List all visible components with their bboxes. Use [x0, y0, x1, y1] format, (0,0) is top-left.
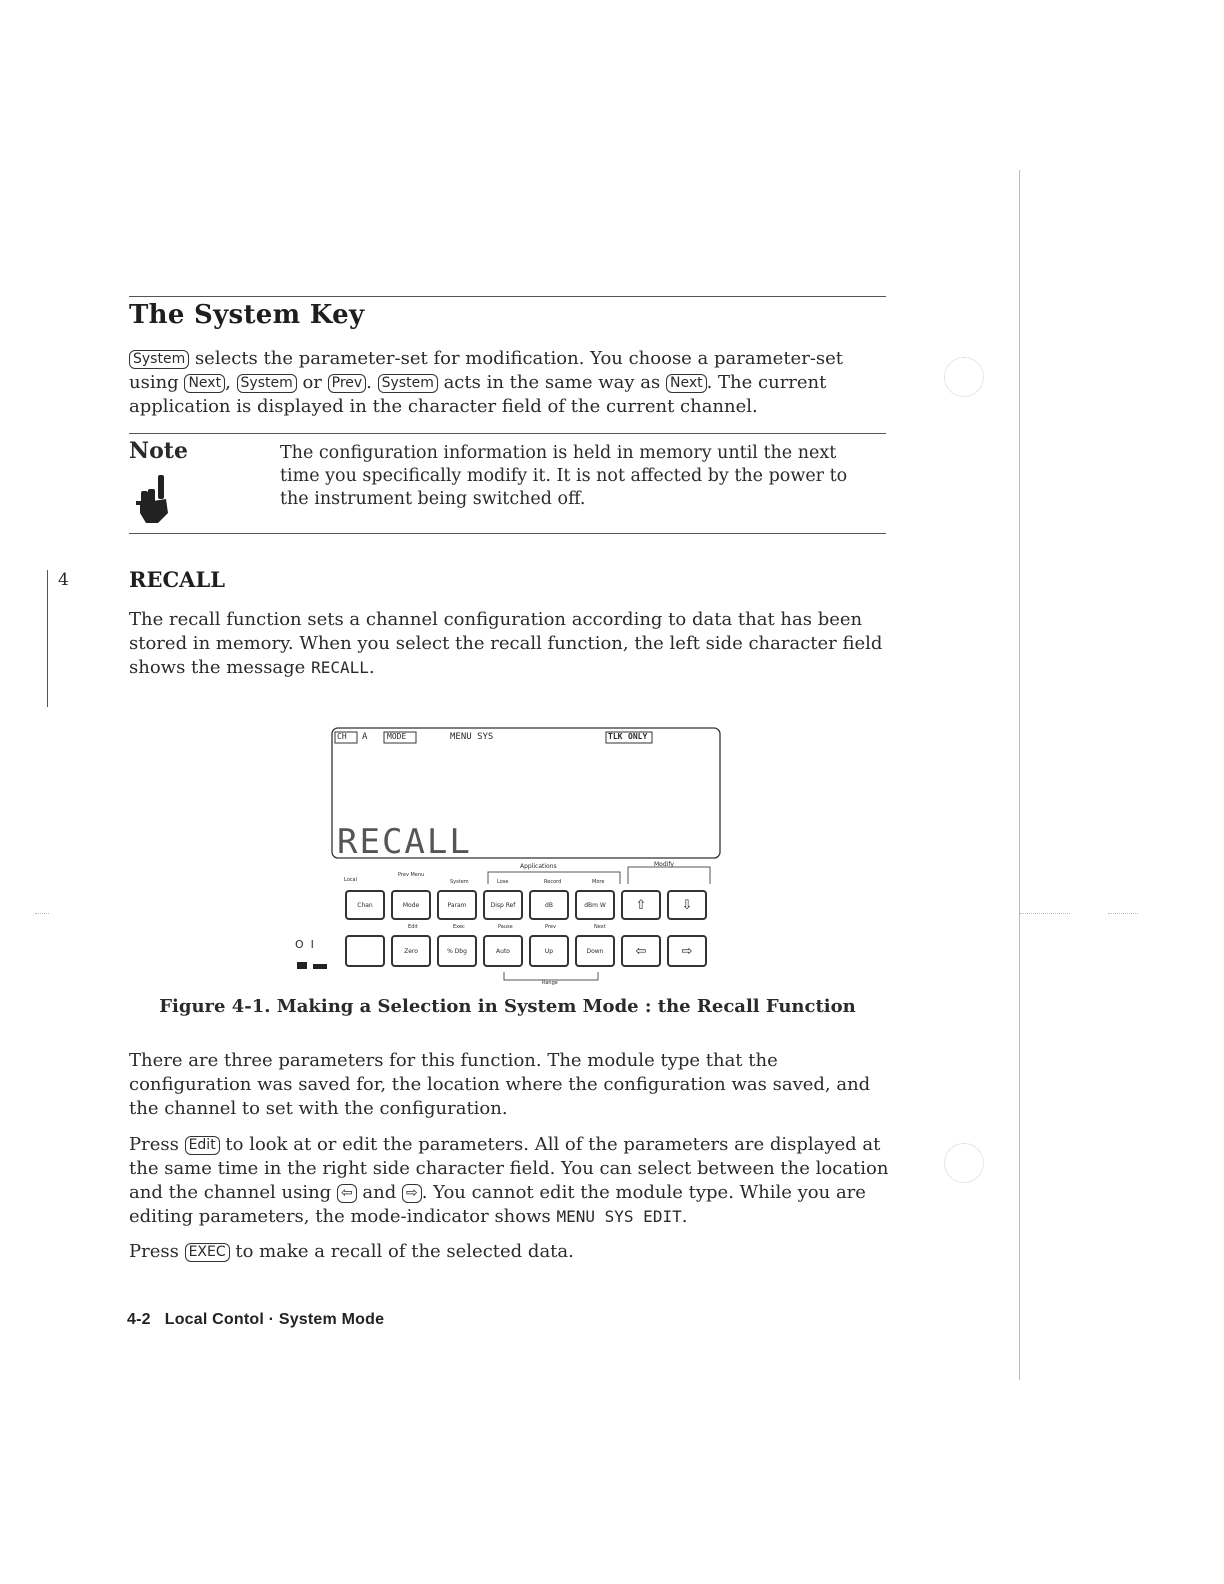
parameters-paragraph: There are three parameters for this function. The module type that the configuration was saved for, the location where the configuration was saved, and the channel to set with the configuration. — [129, 1050, 871, 1119]
edit-paragraph: Press Edit to look at or edit the parameters. All of the parameters are displayed at the same time in the right side character field. You can select between the location and the channel using ⇦ and ⇨ . You cannot edit the module type. While you are editing parameters, the mode-indicator shows MENU SYS EDIT. — [129, 1134, 889, 1227]
exec-key: EXEC — [185, 1243, 230, 1262]
note-text: The configuration information is held in memory until the next time you specifically modify it. It is not affected by the power to the instrument being switched off. — [280, 443, 848, 509]
right-arrow-key-ref: ⇨ — [402, 1184, 422, 1203]
power-switch-symbols: O I — [295, 938, 314, 951]
key-label: Pause — [498, 924, 513, 930]
down-arrow-key[interactable]: ⇩ — [667, 890, 707, 920]
section-top-rule — [129, 296, 886, 297]
channel-indicator: A — [362, 732, 368, 742]
key-label: Prev Menu — [398, 872, 425, 878]
change-bar — [47, 570, 48, 707]
left-arrow-key[interactable]: ⇦ — [621, 935, 661, 967]
panel-key[interactable]: Param — [437, 890, 477, 920]
scan-mark — [35, 913, 49, 914]
key-label: Edit — [408, 924, 418, 930]
exec-paragraph: Press EXEC to make a recall of the selected data. — [129, 1241, 574, 1262]
panel-key[interactable]: Disp Ref — [483, 890, 523, 920]
margin-marker: 4 — [58, 570, 69, 590]
scan-mark — [1020, 913, 1070, 914]
applications-group-label: Applications — [520, 863, 557, 870]
prev-key: Prev — [328, 374, 367, 393]
recall-code: RECALL — [311, 658, 369, 677]
key-label: Local — [344, 877, 357, 883]
system-key-intro: System selects the parameter-set for modification. You choose a parameter-set using Next , System or Prev . System acts in the same way as Next . The current application is displayed in the character field of the current channel. — [129, 348, 844, 417]
key-label: Lose — [497, 879, 509, 885]
note-top-rule — [129, 433, 886, 434]
recall-heading: RECALL — [129, 567, 225, 592]
key-label: Prev — [545, 924, 556, 930]
edit-key: Edit — [185, 1136, 220, 1155]
key-row-2 — [345, 935, 707, 967]
panel-key[interactable] — [345, 935, 385, 967]
key-label: Exec — [453, 924, 465, 930]
pointing-hand-icon — [136, 473, 172, 527]
up-arrow-key[interactable]: ⇧ — [621, 890, 661, 920]
page-footer — [127, 1311, 384, 1329]
note-bottom-rule — [129, 533, 886, 534]
next-key: Next — [184, 374, 225, 393]
panel-key[interactable]: % Dbg — [437, 935, 477, 967]
left-arrow-key-ref: ⇦ — [337, 1184, 357, 1203]
key-label: More — [592, 879, 605, 885]
ch-indicator: CH — [337, 732, 347, 741]
panel-key[interactable]: Mode — [391, 890, 431, 920]
mode-text: MENU SYS — [450, 732, 494, 742]
panel-key[interactable]: dB — [529, 890, 569, 920]
talk-indicator: TLK — [608, 732, 623, 741]
panel-key[interactable]: Up — [529, 935, 569, 967]
binder-hole — [944, 357, 984, 397]
front-panel-figure — [280, 722, 740, 992]
page-number: 4-2 — [127, 1311, 151, 1328]
recall-intro: The recall function sets a channel configuration according to data that has been stored in memory. When you select the recall function, the left side character field shows the message RECALL. — [129, 609, 883, 678]
modify-group-label: Modify — [654, 861, 674, 868]
panel-key[interactable]: dBm W — [575, 890, 615, 920]
mode-indicator-code: MENU SYS EDIT — [556, 1207, 682, 1226]
panel-key[interactable]: Zero — [391, 935, 431, 967]
system-key: System — [378, 374, 438, 393]
range-group-label: Range — [542, 980, 558, 986]
key-label: System — [450, 879, 469, 885]
next-key: Next — [666, 374, 707, 393]
key-label: Record — [544, 879, 562, 885]
right-arrow-key[interactable]: ⇨ — [667, 935, 707, 967]
panel-key[interactable]: Down — [575, 935, 615, 967]
right-margin-rule — [1019, 170, 1020, 1380]
system-key: System — [237, 374, 297, 393]
scan-mark — [1108, 913, 1138, 914]
footer-title: Local Contol · System Mode — [164, 1311, 385, 1328]
display-character-field: RECALL — [337, 822, 472, 862]
note-label: Note — [129, 438, 188, 464]
section-title: The System Key — [129, 300, 365, 330]
system-key: System — [129, 350, 189, 369]
mode-indicator: MODE — [387, 732, 407, 741]
binder-hole — [944, 1143, 984, 1183]
figure-caption: Figure 4-1. Making a Selection in System Mode : the Recall Function — [159, 996, 856, 1017]
only-indicator: ONLY — [628, 732, 648, 741]
panel-key[interactable]: Auto — [483, 935, 523, 967]
key-label: Next — [594, 924, 606, 930]
panel-key[interactable]: Chan — [345, 890, 385, 920]
key-row-1 — [345, 890, 707, 920]
